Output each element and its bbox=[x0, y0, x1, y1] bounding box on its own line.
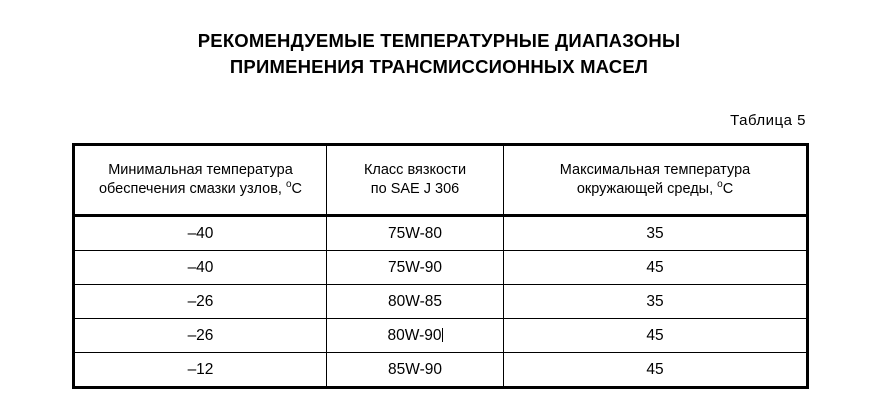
cell-min-temperature: –26 bbox=[74, 319, 327, 353]
degree-symbol: o bbox=[717, 179, 723, 191]
column-header-viscosity-class bbox=[327, 145, 504, 216]
oil-temperature-table bbox=[72, 143, 809, 389]
cell-min-temperature: –40 bbox=[74, 216, 327, 251]
column-header-max-temperature-line-1: Максимальная температура bbox=[559, 162, 751, 178]
cell-min-temperature: –12 bbox=[74, 353, 327, 388]
cell-viscosity-class: 80W-85 bbox=[327, 285, 504, 319]
column-header-min-temperature-line-2 bbox=[81, 180, 320, 199]
column-header-max-temperature bbox=[504, 145, 808, 216]
table-row bbox=[74, 216, 808, 251]
cell-max-temperature: 35 bbox=[504, 285, 808, 319]
cell-viscosity-class-editing[interactable] bbox=[327, 319, 504, 353]
column-header-max-temperature-line-2-text: окружающей среды, bbox=[576, 181, 718, 197]
page-title-line-1: РЕКОМЕНДУЕМЫЕ ТЕМПЕРАТУРНЫЕ ДИАПАЗОНЫ bbox=[197, 30, 681, 51]
cell-viscosity-class: 75W-90 bbox=[327, 251, 504, 285]
column-header-min-temperature bbox=[74, 145, 327, 216]
page-title bbox=[0, 0, 878, 80]
degree-symbol: o bbox=[285, 179, 292, 191]
column-header-max-temperature-line-2 bbox=[510, 180, 800, 199]
cell-viscosity-class: 75W-80 bbox=[327, 216, 504, 251]
cell-max-temperature: 45 bbox=[504, 353, 808, 388]
table-row bbox=[74, 353, 808, 388]
column-header-viscosity-class-line-1: Класс вязкости bbox=[363, 162, 467, 178]
table-row bbox=[74, 285, 808, 319]
column-header-min-temperature-line-1: Минимальная температура bbox=[108, 162, 293, 178]
table-header-row bbox=[74, 145, 808, 216]
table-row bbox=[74, 319, 808, 353]
celsius-symbol: С bbox=[722, 181, 734, 197]
text-cursor bbox=[442, 328, 443, 342]
table-row bbox=[74, 251, 808, 285]
table-body bbox=[74, 216, 808, 388]
cell-viscosity-class: 85W-90 bbox=[327, 353, 504, 388]
cell-viscosity-class-text: 80W-90 bbox=[387, 326, 442, 344]
cell-min-temperature: –40 bbox=[74, 251, 327, 285]
column-header-viscosity-class-line-2: по SAE J 306 bbox=[370, 181, 460, 197]
celsius-symbol: С bbox=[291, 181, 303, 197]
cell-min-temperature: –26 bbox=[74, 285, 327, 319]
page-title-line-2: ПРИМЕНЕНИЯ ТРАНСМИССИОННЫХ МАСЕЛ bbox=[229, 56, 649, 77]
table-caption: Таблица 5 bbox=[730, 112, 806, 129]
table-container bbox=[0, 129, 878, 389]
cell-max-temperature: 45 bbox=[504, 251, 808, 285]
table-header bbox=[74, 145, 808, 216]
column-header-min-temperature-line-2-text: обеспечения смазки узлов, bbox=[98, 181, 286, 197]
cell-max-temperature: 35 bbox=[504, 216, 808, 251]
cell-max-temperature: 45 bbox=[504, 319, 808, 353]
